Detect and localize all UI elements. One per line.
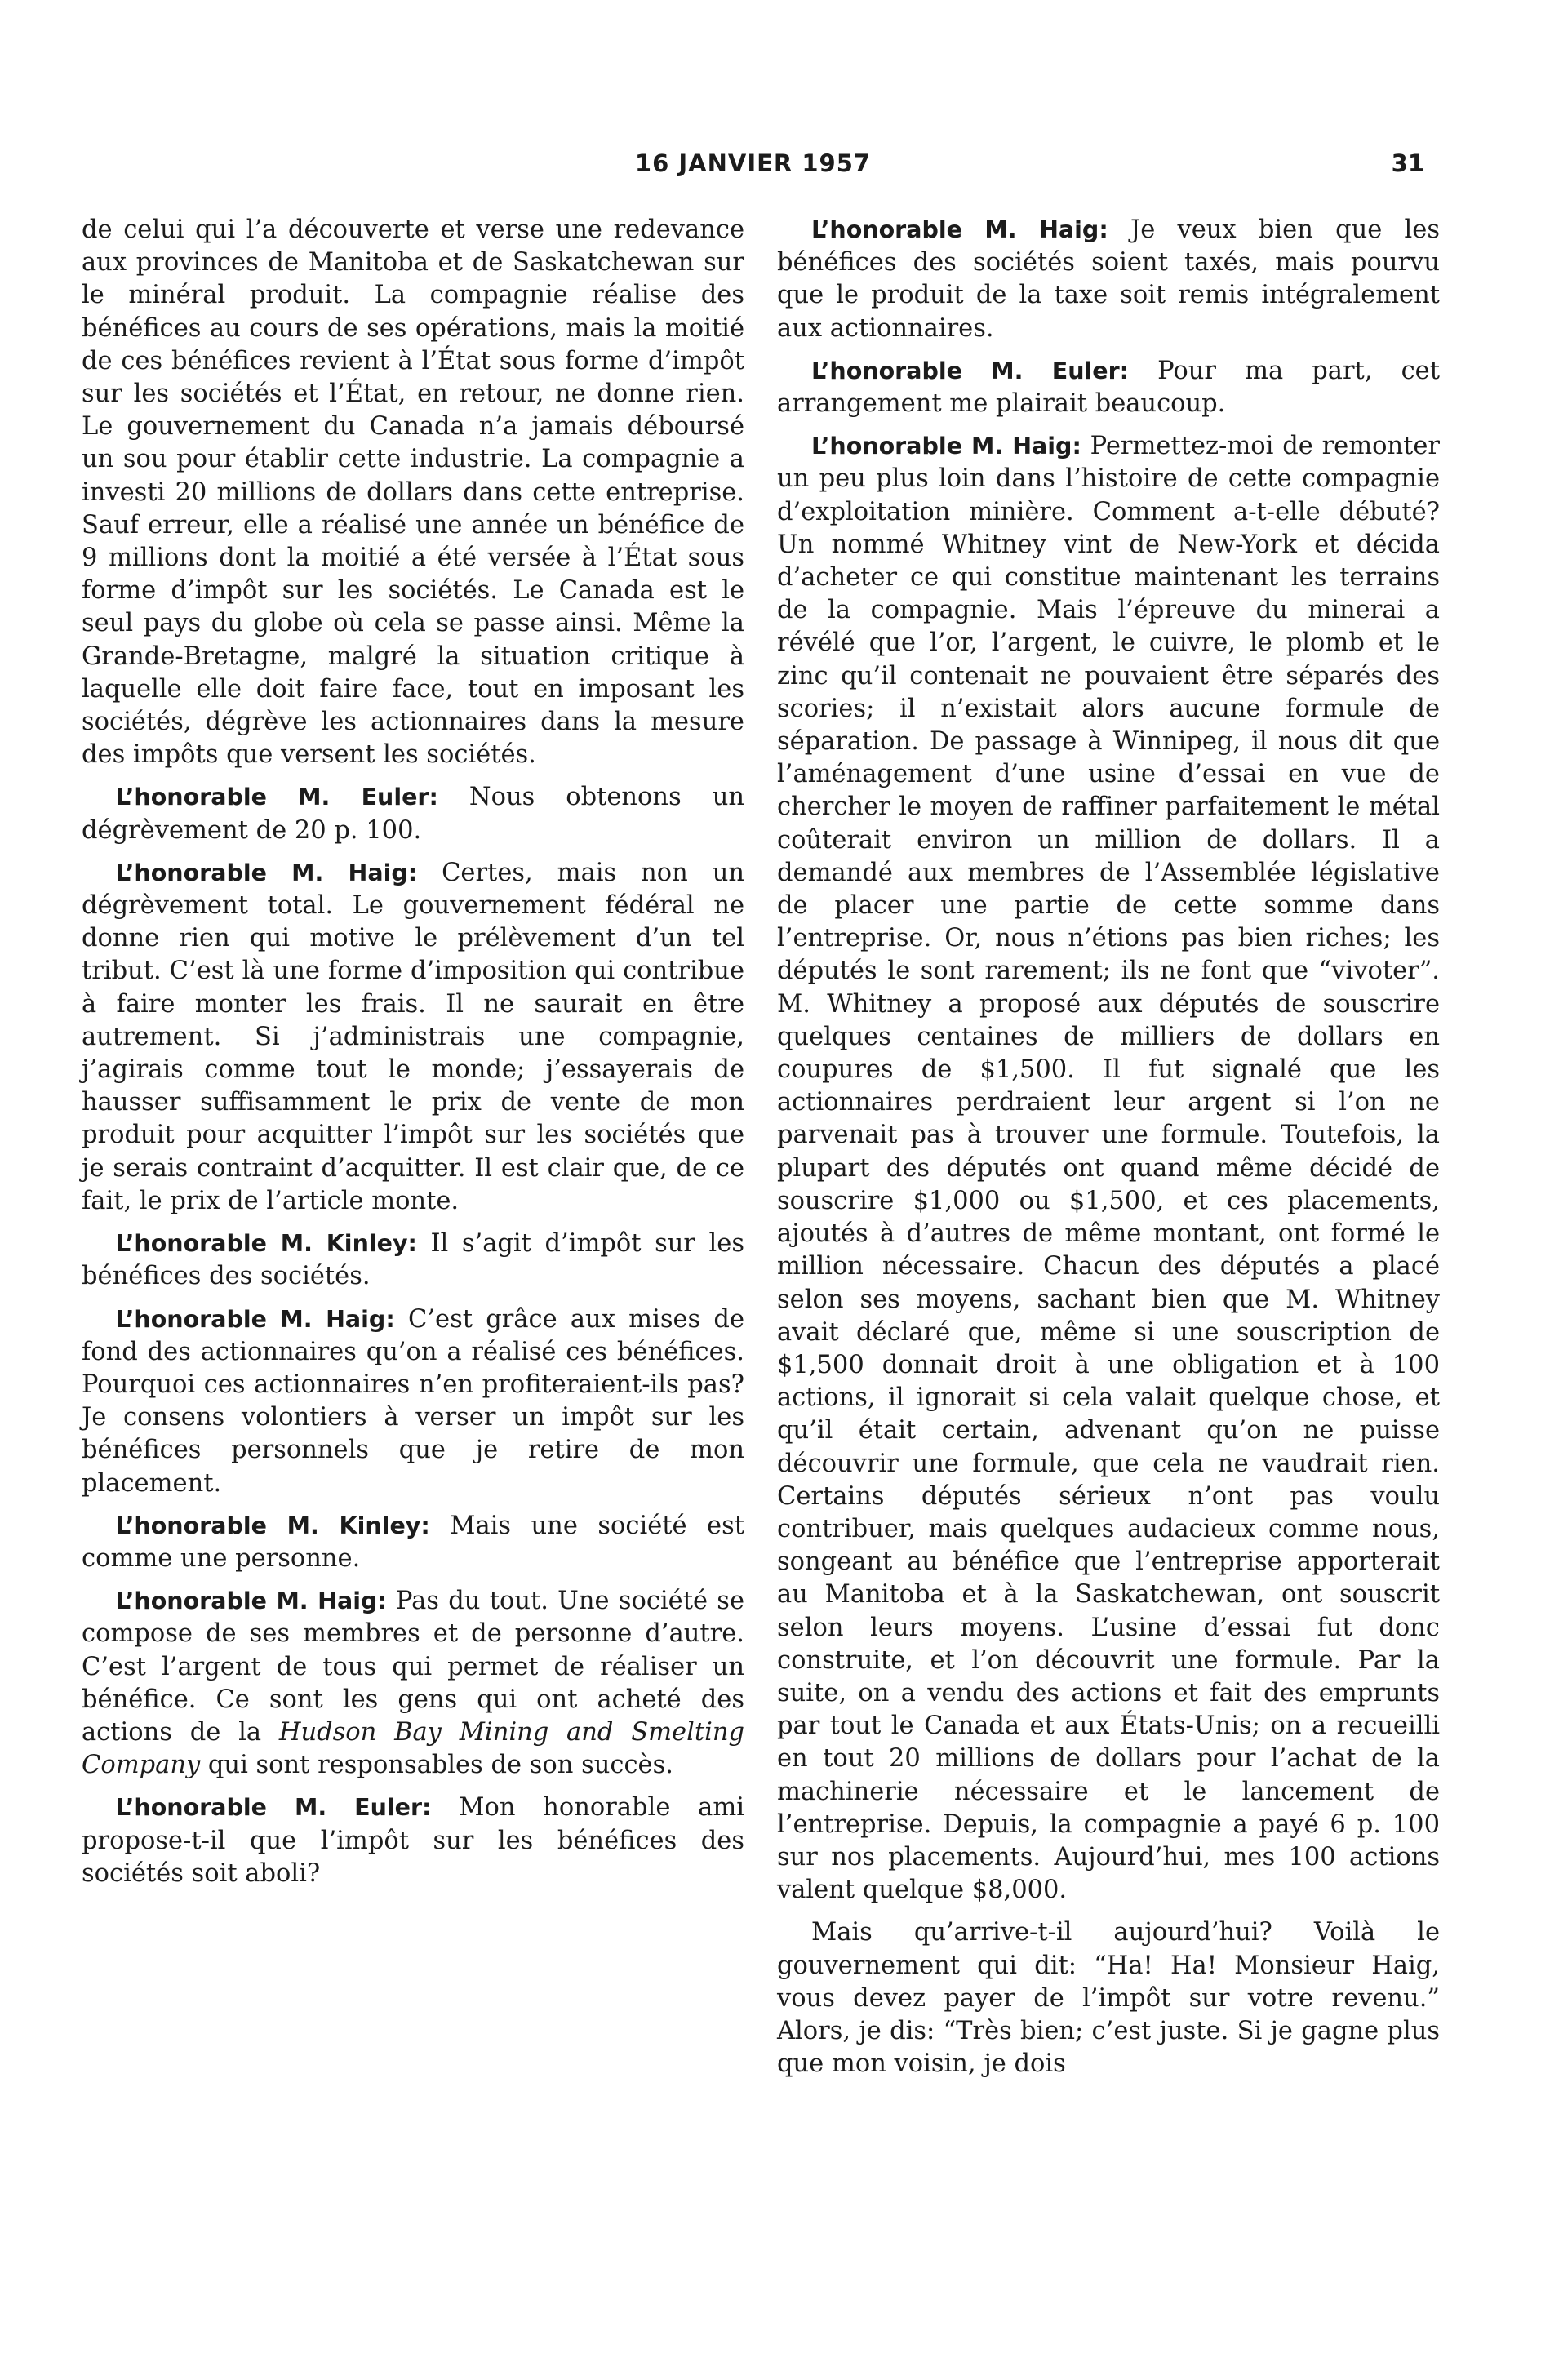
speaker-name: L’honorable M. Euler: [116,784,438,811]
paragraph [777,430,1440,1907]
paragraph-text: Pour ma part, cet arrangement me plairait beaucoup. [777,356,1440,419]
paragraph-text: Pas du tout. Une société se compose de ses membres et de personne d’autre. C’est l’argent de tous qui permet de réaliser un bénéfice. Ce sont les gens qui ont acheté des actions de la [82,1587,744,1747]
speaker-name: L’honorable M. Haig: [116,1587,387,1615]
paragraph-text: C’est grâce aux mises de fond des actionnaires qu’on a réalisé ces bénéfices. Pourquoi ces actionnaires n’en profiteraient-ils pas? Je consens volontiers à verser un impôt sur les bénéfices personnels que je retire de mon placement. [82,1304,744,1498]
paragraph [82,781,744,846]
paragraph-text: Mais qu’arrive-t-il aujourd’hui? Voilà le gouvernement qui dit: “Ha! Ha! Monsieur Haig, vous devez payer de l’impôt sur votre revenu.” Alors, je dis: “Très bien; c’est juste. Si je gagne plus que mon voisin, je dois [777,1918,1440,2079]
speaker-name: L’honorable M. Kinley: [116,1230,417,1258]
paragraph-text: Je veux bien que les bénéfices des sociétés soient taxés, mais pourvu que le produit de la taxe soit remis intégralement aux actionnaires. [777,215,1440,343]
speaker-name: L’honorable M. Haig: [811,433,1081,460]
paragraph [82,214,744,771]
speaker-name: L’honorable M. Haig: [116,1305,395,1333]
paragraph [82,1510,744,1575]
paragraph [777,1916,1440,2080]
paragraph [82,1303,744,1500]
paragraph-text: Nous obtenons un dégrèvement de 20 p. 100. [82,783,744,845]
header-date: 16 JANVIER 1957 [634,149,872,177]
paragraph [777,214,1440,345]
paragraph [82,1585,744,1782]
paragraph [82,1228,744,1293]
paragraph [82,857,744,1218]
right-column [777,214,1440,2090]
speaker-name: L’honorable M. Kinley: [116,1512,430,1539]
paragraph-text-after: qui sont responsables de son succès. [207,1751,673,1780]
speaker-name: L’honorable M. Euler: [811,357,1130,384]
company-name: Hudson Bay Mining and Smelting Company [82,1717,745,1780]
speaker-name: L’honorable M. Haig: [811,216,1108,243]
speaker-name: L’honorable M. Euler: [116,1794,432,1822]
paragraph [777,355,1440,420]
paragraph-text: Mon honorable ami propose-t-il que l’impôt sur les bénéfices des sociétés soit aboli? [82,1793,744,1888]
paragraph-text: Il s’agit d’impôt sur les bénéfices des sociétés. [82,1229,744,1291]
paragraph-text: de celui qui l’a découverte et verse une redevance aux provinces de Manitoba et de Saskatchewan sur le minéral produit. La compagnie réalise des bénéfices au cours de ses opérations, mais la moitié de ces bénéfices revient à l’État sous forme d’impôt sur les sociétés et l’État, en retour, ne donne rien. Le gouvernement du Canada n’a jamais déboursé un sou pour établir cette industrie. La compagnie a investi 20 millions de dollars dans cette entreprise. Sauf erreur, elle a réalisé une année un bénéfice de 9 millions dont la moitié a été versée à l’État sous forme d’impôt sur les sociétés. Le Canada est le seul pays du globe où cela se passe ainsi. Même la Grande-Bretagne, malgré la situation critique à laquelle elle doit faire face, tout en imposant les sociétés, dégrève les actionnaires dans la mesure des impôts que versent les sociétés. [82,215,744,770]
paragraph [82,1792,744,1890]
paragraph-text: Certes, mais non un dégrèvement total. Le gouvernement fédéral ne donne rien qui motive le prélèvement d’un tel tribut. C’est là une forme d’imposition qui contribue à faire monter les frais. Il ne saurait en être autrement. Si j’administrais une compagnie, j’agirais comme tout le monde; j’essayerais de hausser suffisamment le prix de vente de mon produit pour acquitter l’impôt sur les sociétés que je serais contraint d’acquitter. Il est clair que, de ce fait, le prix de l’article monte. [82,858,744,1215]
paragraph-text: Permettez-moi de remonter un peu plus loin dans l’histoire de cette compagnie d’exploitation minière. Comment a-t-elle débuté? Un nommé Whitney vint de New-York et décida d’acheter ce qui constitue maintenant les terrains de la compagnie. Mais l’épreuve du minerai a révélé que l’or, l’argent, le cuivre, le plomb et le zinc qu’il contenait ne pouvaient être séparés des scories; il n’existait alors aucune formule de séparation. De passage à Winnipeg, il nous dit que l’aménagement d’une usine d’essai en vue de chercher le moyen de raffiner parfaitement le métal coûterait environ un million de dollars. Il a demandé aux membres de l’Assemblée législative de placer une partie de cette somme dans l’entreprise. Or, nous n’étions pas bien riches; les députés le sont rarement; ils ne font que “vivoter”. M. Whitney a proposé aux députés de souscrire quelques centaines de milliers de dollars en coupures de $1,500. Il fut signalé que les actionnaires perdraient leur argent si l’on ne parvenait pas à trouver une formule. Toutefois, la plupart des députés ont quand même décidé de souscrire $1,000 ou $1,500, et ces placements, ajoutés à d’autres de même montant, ont formé le million nécessaire. Chacun des députés a placé selon ses moyens, sachant bien que M. Whitney avait déclaré que, même si une souscription de $1,500 donnait droit à une obligation et à 100 actions, il ignorait si cela valait quelque chose, et qu’il était certain, advenant qu’on ne puisse découvrir une formule, que cela ne vaudrait rien. Certains députés sérieux n’ont pas voulu contribuer, mais quelques audacieux comme nous, songeant au bénéfice que l’entreprise apporterait au Manitoba et à la Saskatchewan, ont souscrit selon leurs moyens. L’usine d’essai fut donc construite, et l’on découvrit une formule. Par la suite, on a vendu des actions et fait des emprunts par tout le Canada et aux États-Unis; on a recueilli en tout 20 millions de dollars pour l’achat de la machinerie nécessaire et le lancement de l’entreprise. Depuis, la compagnie a payé 6 p. 100 sur nos placements. Aujourd’hui, mes 100 actions valent quelque $8,000. [777,432,1441,1905]
running-header [82,149,1424,190]
paragraph-text: Mais une société est comme une personne. [82,1511,744,1573]
left-column [82,214,744,1900]
page-number: 31 [1391,149,1424,177]
speaker-name: L’honorable M. Haig: [116,859,418,886]
